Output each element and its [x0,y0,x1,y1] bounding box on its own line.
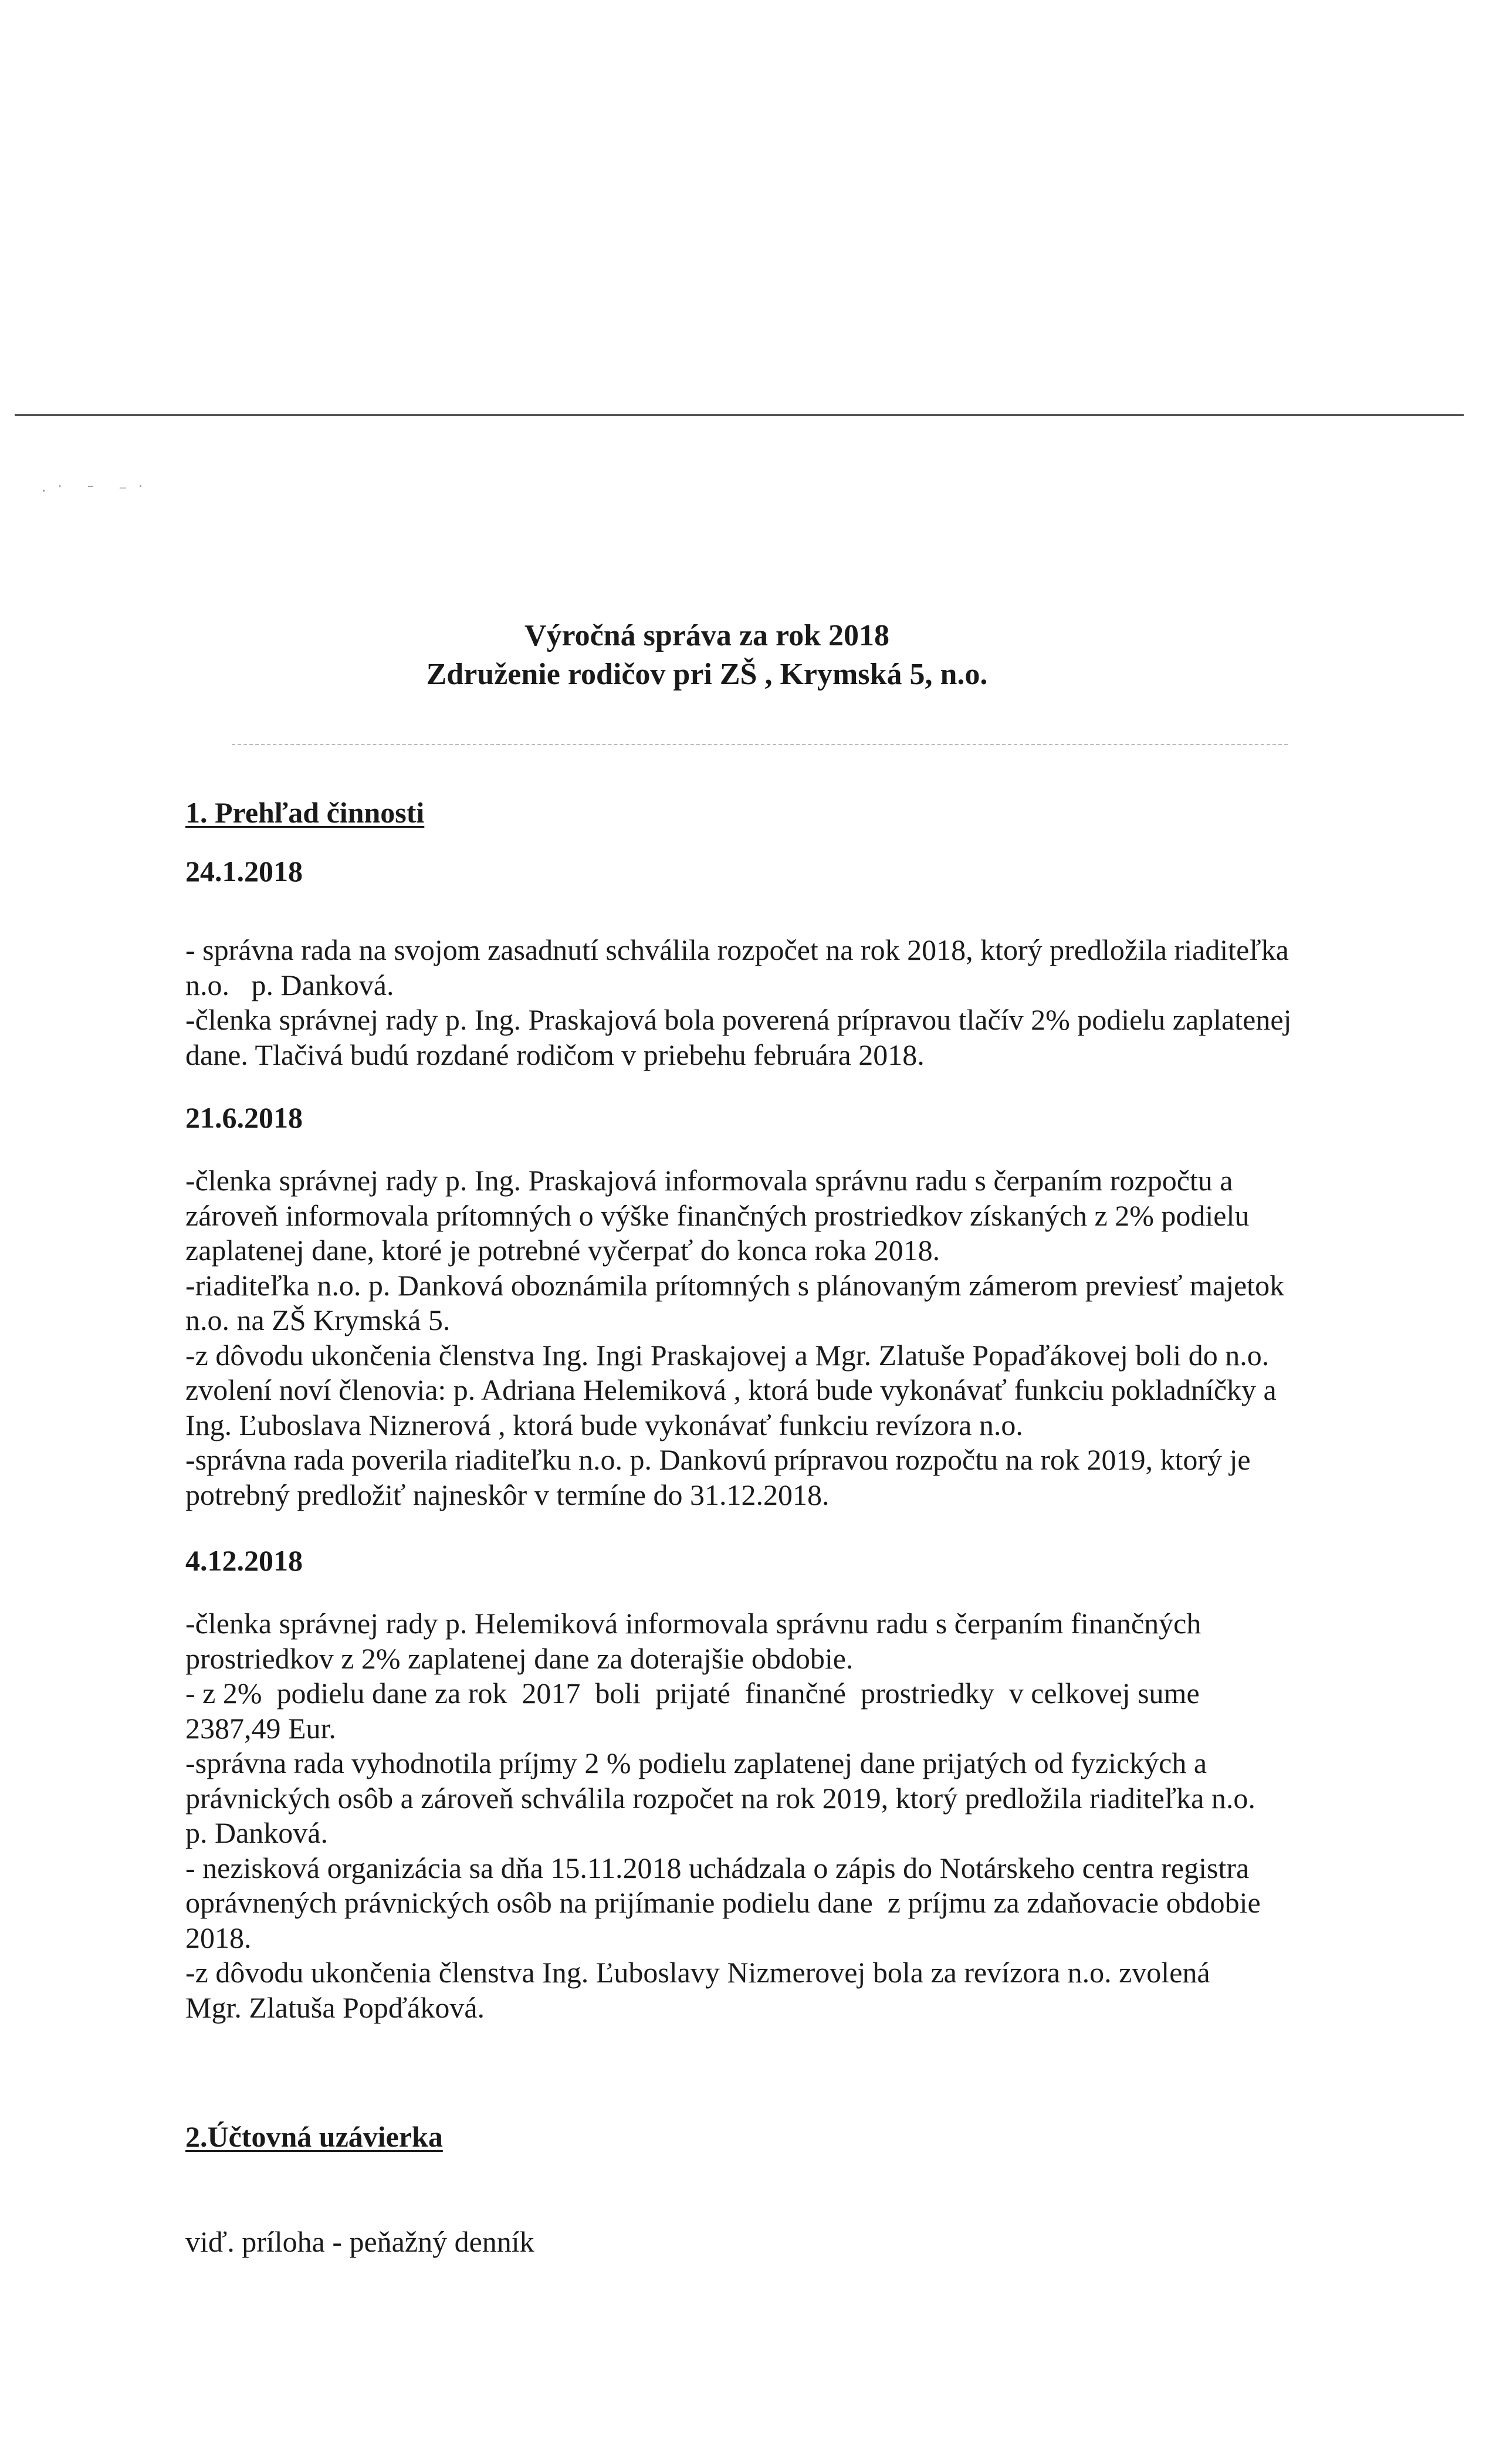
entry-line: právnických osôb a zároveň schválila rozpočet na rok 2019, ktorý predložila riaditeľka n.o. [185,1781,1255,1815]
document-subtitle: Združenie rodičov pri ZŠ , Krymská 5, n.o. [426,658,988,691]
entry-line: -správna rada vyhodnotila príjmy 2 % podielu zaplatenej dane prijatých od fyzických a [185,1747,1207,1779]
top-rule [15,414,1464,416]
entry-line: 2018. [185,1921,252,1954]
entry-line: -z dôvodu ukončenia členstva Ing. Ľuboslavy Nizmerovej bola za revízora n.o. zvolená [185,1956,1210,1989]
section2-heading: 2.Účtovná uzávierka [185,2120,443,2153]
entry-line: dane. Tlačivá budú rozdané rodičom v priebehu februára 2018. [185,1038,925,1071]
entry-line: oprávnených právnických osôb na prijímanie podielu dane z príjmu za zdaňovacie obdobie [185,1886,1261,1919]
entry-line: Mgr. Zlatuša Popďáková. [185,1991,485,2024]
entry-line: -členka správnej rady p. Ing. Praskajová bola poverená prípravou tlačív 2% podielu zaplatenej [185,1003,1292,1036]
entry-line: - z 2% podielu dane za rok 2017 boli prijaté finančné prostriedky v celkovej sume [185,1677,1200,1710]
title-divider [232,744,1288,745]
entry-line: 2387,49 Eur. [185,1711,336,1745]
entry-body [185,1606,1261,2025]
entry-line: Ing. Ľuboslava Niznerová , ktorá bude vykonávať funkciu revízora n.o. [185,1408,1023,1441]
entry-date: 4.12.2018 [185,1544,303,1577]
entry-line: zároveň informovala prítomných o výške finančných prostriedkov získaných z 2% podielu [185,1199,1250,1232]
entry-date: 24.1.2018 [185,855,303,888]
entry-line: -z dôvodu ukončenia členstva Ing. Ingi Praskajovej a Mgr. Zlatuše Popaďákovej boli do n.o. [185,1338,1270,1372]
entry-body [185,1163,1284,1512]
entry-line: zvolení noví členovia: p. Adriana Helemiková , ktorá bude vykonávať funkciu pokladníčky a [185,1373,1277,1406]
document-title: Výročná správa za rok 2018 [524,619,890,652]
entry-line: prostriedkov z 2% zaplatenej dane za doterajšie obdobie. [185,1641,854,1675]
entry-line: n.o. p. Danková. [185,968,394,1001]
entry-line: - správna rada na svojom zasadnutí schválila rozpočet na rok 2018, ktorý predložila riaditeľka [185,933,1289,966]
entry-line: n.o. na ZŠ Krymská 5. [185,1304,451,1336]
scan-specks: ·˙ ˉ ⁻˙ [41,482,154,500]
section1-heading: 1. Prehľad činnosti [185,796,425,829]
entry-line: -členka správnej rady p. Ing. Praskajová informovala správnu radu s čerpaním rozpočtu a [185,1164,1233,1197]
entry-line: zaplatenej dane, ktoré je potrebné vyčerpať do konca roka 2018. [185,1234,940,1267]
entry-line: -správna rada poverila riaditeľku n.o. p. Dankovú prípravou rozpočtu na rok 2019, ktorý je [185,1443,1251,1476]
section2-text: viď. príloha - peňažný denník [185,2225,534,2258]
entry-line: -členka správnej rady p. Helemiková informovala správnu radu s čerpaním finančných [185,1607,1201,1640]
entry-line: potrebný predložiť najneskôr v termíne do 31.12.2018. [185,1478,830,1511]
entry-line: - nezisková organizácia sa dňa 15.11.2018 uchádzala o zápis do Notárskeho centra registra [185,1851,1250,1884]
entry-body [185,933,1291,1072]
entry-line: p. Danková. [185,1816,328,1849]
entry-date: 21.6.2018 [185,1101,303,1134]
entry-line: -riaditeľka n.o. p. Danková oboznámila prítomných s plánovaným zámerom previesť majetok [185,1268,1285,1302]
